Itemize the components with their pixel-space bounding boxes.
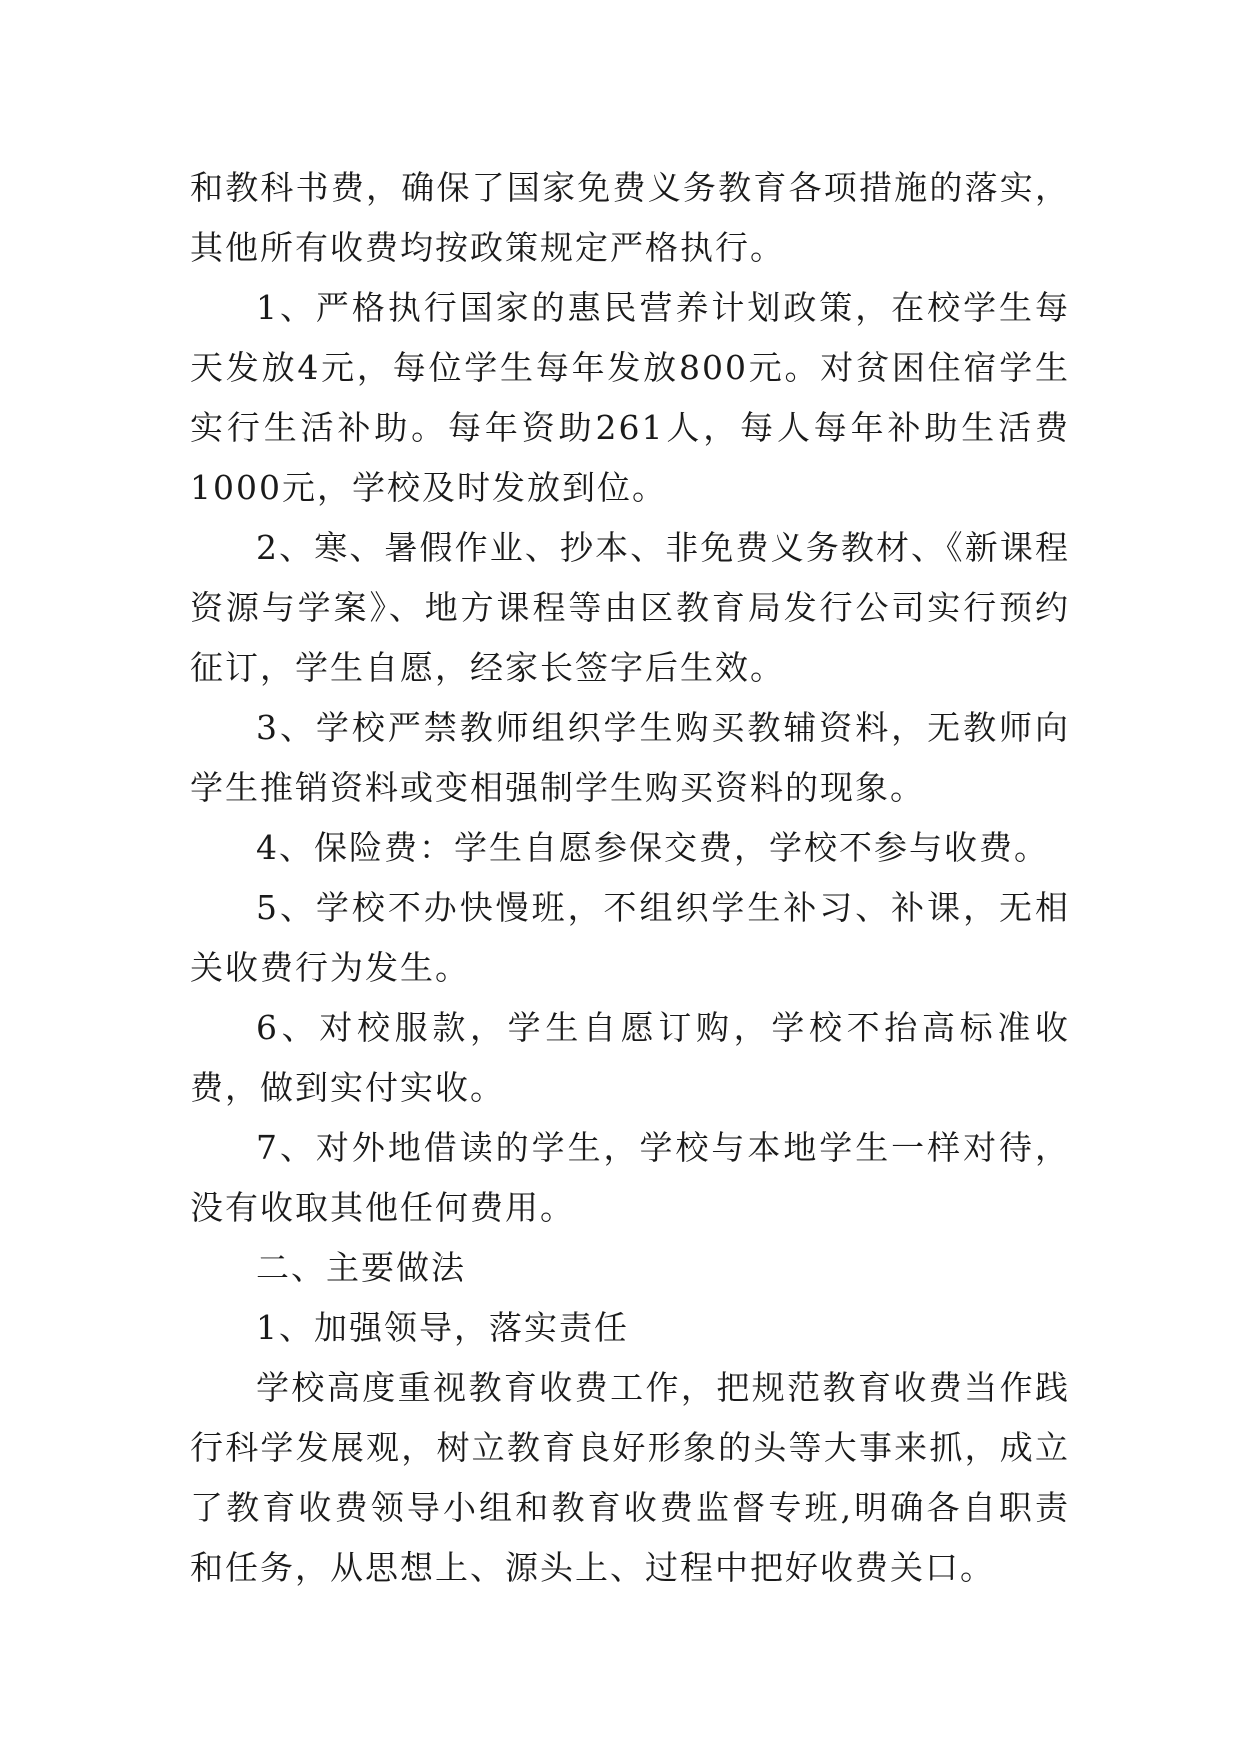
paragraph-item-4: 4、保险费：学生自愿参保交费，学校不参与收费。 <box>256 828 1049 867</box>
paragraph-item-7: 7、对外地借读的学生，学校与本地学生一样对待，没有收取其他任何费用。 <box>190 1128 1070 1227</box>
paragraph-item-3: 3、学校严禁教师组织学生购买教辅资料，无教师向学生推销资料或变相强制学生购买资料的现象。 <box>190 708 1070 807</box>
paragraph-item-2: 2、寒、暑假作业、抄本、非免费义务教材、《新课程资源与学案》、地方课程等由区教育局发行公司实行预约征订，学生自愿，经家长签字后生效。 <box>190 528 1070 687</box>
document-body <box>190 158 1070 1598</box>
section-heading: 二、主要做法 <box>256 1248 466 1287</box>
paragraph-item-5: 5、学校不办快慢班，不组织学生补习、补课，无相关收费行为发生。 <box>190 888 1070 987</box>
paragraph-body: 学校高度重视教育收费工作，把规范教育收费当作践行科学发展观，树立教育良好形象的头等大事来抓，成立了教育收费领导小组和教育收费监督专班,明确各自职责和任务，从思想上、源头上、过程中把好收费关口。 <box>190 1368 1070 1587</box>
paragraph-item-1: 1、严格执行国家的惠民营养计划政策，在校学生每天发放4元，每位学生每年发放800元。对贫困住宿学生实行生活补助。每年资助261人，每人每年补助生活费1000元，学校及时发放到位。 <box>190 288 1070 507</box>
subsection-heading: 1、加强领导，落实责任 <box>256 1308 629 1347</box>
paragraph-continuation: 和教科书费，确保了国家免费义务教育各项措施的落实，其他所有收费均按政策规定严格执行。 <box>190 168 1070 267</box>
paragraph-item-6: 6、对校服款，学生自愿订购，学校不抬高标准收费，做到实付实收。 <box>190 1008 1070 1107</box>
